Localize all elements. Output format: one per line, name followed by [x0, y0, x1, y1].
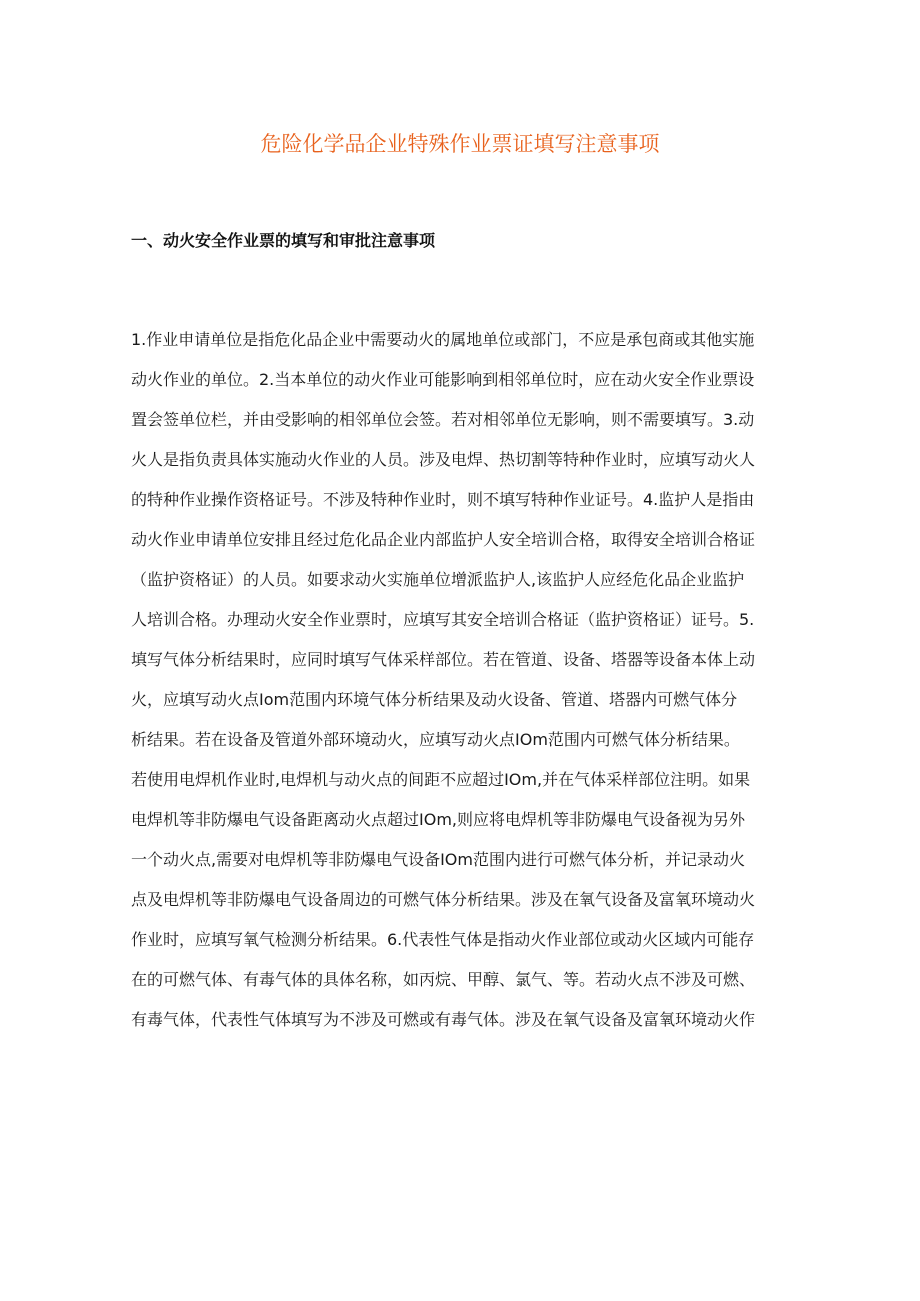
text-line: 若使用电焊机作业时,电焊机与动火点的间距不应超过IOm,并在气体采样部位注明。如果 — [131, 770, 751, 789]
text-line: 作业时，应填写氧气检测分析结果。6.代表性气体是指动火作业部位或动火区域内可能存 — [131, 930, 755, 949]
text-line: 人培训合格。办理动火安全作业票时，应填写其安全培训合格证（监护资格证）证号。5. — [131, 610, 755, 629]
text-line: 的特种作业操作资格证号。不涉及特种作业时，则不填写特种作业证号。4.监护人是指由 — [131, 490, 755, 509]
text-line: （监护资格证）的人员。如要求动火实施单位增派监护人,该监护人应经危化品企业监护 — [131, 570, 745, 589]
text-line: 电焊机等非防爆电气设备距离动火点超过IOm,则应将电焊机等非防爆电气设备视为另外 — [131, 810, 745, 829]
text-line: 一个动火点,需要对电焊机等非防爆电气设备IOm范围内进行可燃气体分析，并记录动火 — [131, 850, 745, 869]
text-line: 有毒气体，代表性气体填写为不涉及可燃或有毒气体。涉及在氧气设备及富氧环境动火作 — [131, 1010, 756, 1029]
text-line: 动火作业申请单位安排且经过危化品企业内部监护人安全培训合格，取得安全培训合格证 — [131, 530, 756, 549]
text-line: 置会签单位栏，并由受影响的相邻单位会签。若对相邻单位无影响，则不需要填写。3.动 — [131, 410, 755, 429]
text-line: 火人是指负责具体实施动火作业的人员。涉及电焊、热切割等特种作业时，应填写动火人 — [131, 450, 756, 469]
text-line: 火，应填写动火点Iom范围内环境气体分析结果及动火设备、管道、塔器内可燃气体分 — [131, 690, 738, 709]
text-line: 1.作业申请单位是指危化品企业中需要动火的属地单位或部门，不应是承包商或其他实施 — [131, 330, 755, 349]
section-heading: 一、动火安全作业票的填写和审批注意事项 — [131, 231, 436, 250]
text-line: 点及电焊机等非防爆电气设备周边的可燃气体分析结果。涉及在氧气设备及富氧环境动火 — [131, 890, 756, 909]
document-title: 危险化学品企业特殊作业票证填写注意事项 — [260, 132, 660, 156]
text-line: 动火作业的单位。2.当本单位的动火作业可能影响到相邻单位时，应在动火安全作业票设 — [131, 370, 755, 389]
body-paragraph — [131, 320, 797, 1040]
text-line: 在的可燃气体、有毒气体的具体名称，如丙烷、甲醇、氯气、等。若动火点不涉及可燃、 — [131, 970, 756, 989]
text-line: 析结果。若在设备及管道外部环境动火，应填写动火点IOm范围内可燃气体分析结果。 — [131, 730, 740, 749]
text-line: 填写气体分析结果时，应同时填写气体采样部位。若在管道、设备、塔器等设备本体上动 — [131, 650, 756, 669]
